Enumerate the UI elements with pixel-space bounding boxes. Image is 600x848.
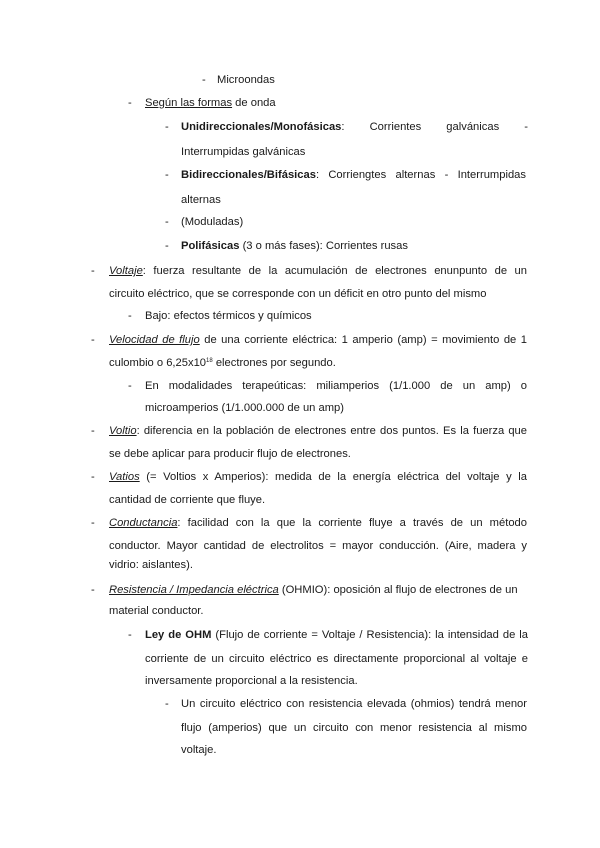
bullet-dash: - [91, 334, 95, 346]
item-text: : facilidad con la que la corriente fluye a través de un método [177, 517, 527, 529]
formas-link-text: Según las formas [145, 97, 233, 109]
exponent: 18 [206, 358, 213, 364]
term-velocidad: Velocidad de flujo [109, 334, 200, 346]
bullet-dash: - [165, 169, 169, 181]
item-text: electrones por segundo. [212, 357, 336, 369]
bullet-dash: - [202, 74, 206, 86]
bullet-dash: - [128, 629, 132, 641]
item-text: : Corriengtes alternas - Interrumpidas [315, 169, 526, 181]
item-text: corriente de un circuito eléctrico es directamente proporcional al voltaje e [145, 653, 528, 665]
item-text: alternas [181, 194, 221, 206]
bullet-dash: - [128, 97, 132, 109]
term-resistencia: Resistencia / Impedancia eléctrica [109, 584, 279, 596]
item-text: flujo (amperios) que un circuito con menor resistencia al mismo [181, 722, 527, 734]
bullet-dash: - [91, 517, 95, 529]
bullet-dash: - [165, 698, 169, 710]
item-text: circuito eléctrico, que se corresponde con un déficit en otro punto del mismo [109, 288, 487, 300]
bullet-dash: - [128, 310, 132, 322]
term-bold: Ley de OHM [145, 629, 212, 641]
item-text: conductor. Mayor cantidad de electrolitos = mayor conducción. (Aire, madera y [109, 540, 527, 552]
term-voltaje: Voltaje [109, 265, 143, 277]
item-text: material conductor. [109, 605, 204, 617]
term-vatios: Vatios [109, 471, 140, 483]
item-text: (Moduladas) [181, 216, 244, 228]
item-text: : diferencia en la población de electrones entre dos puntos. Es la fuerza que [136, 425, 527, 437]
item-text: de una corriente eléctrica: 1 amperio (amp) = movimiento de 1 [199, 334, 527, 346]
item-text: se debe aplicar para producir flujo de electrones. [109, 448, 351, 460]
item-text: microamperios (1/1.000.000 de un amp) [145, 402, 344, 414]
item-text: Un circuito eléctrico con resistencia elevada (ohmios) tendrá menor [181, 698, 527, 710]
bullet-dash: - [165, 216, 169, 228]
bullet-dash: - [128, 380, 132, 392]
item-text: (OHMIO): oposición al flujo de electrones de un [278, 584, 518, 596]
item-text: cantidad de corriente que fluye. [109, 494, 266, 506]
item-text: Microondas [217, 74, 275, 86]
item-text: inversamente proporcional a la resistencia. [145, 675, 358, 687]
term-voltio: Voltio [109, 425, 137, 437]
bullet-dash: - [165, 240, 169, 252]
term-bold: Bidireccionales/Bifásicas [181, 169, 316, 181]
bullet-dash: - [91, 265, 95, 277]
term-bold: Polifásicas [181, 240, 240, 252]
item-text: (3 o más fases): Corrientes rusas [239, 240, 408, 252]
bullet-dash: - [91, 425, 95, 437]
item-text: vidrio: aislantes). [109, 559, 193, 571]
item-text: (Flujo de corriente = Voltaje / Resistencia): la intensidad de la [211, 629, 528, 641]
item-text: En modalidades terapeúticas: miliamperios (1/1.000 de un amp) o [145, 380, 527, 392]
bullet-dash: - [91, 471, 95, 483]
term-conductancia: Conductancia [109, 517, 178, 529]
item-text: (= Voltios x Amperios): medida de la energía eléctrica del voltaje y la [139, 471, 527, 483]
term-bold: Unidireccionales/Monofásicas [181, 121, 342, 133]
item-text: Interrumpidas galvánicas [181, 146, 306, 158]
item-text: culombio o 6,25x10 [109, 357, 207, 369]
item-text: Bajo: efectos térmicos y químicos [145, 310, 312, 322]
item-text: : fuerza resultante de la acumulación de electrones enunpunto de un [142, 265, 527, 277]
item-text: de onda [232, 97, 276, 109]
bullet-dash: - [91, 584, 95, 596]
bullet-dash: - [165, 121, 169, 133]
item-text: voltaje. [181, 744, 217, 756]
item-text: : Corrientes galvánicas - [341, 121, 528, 133]
